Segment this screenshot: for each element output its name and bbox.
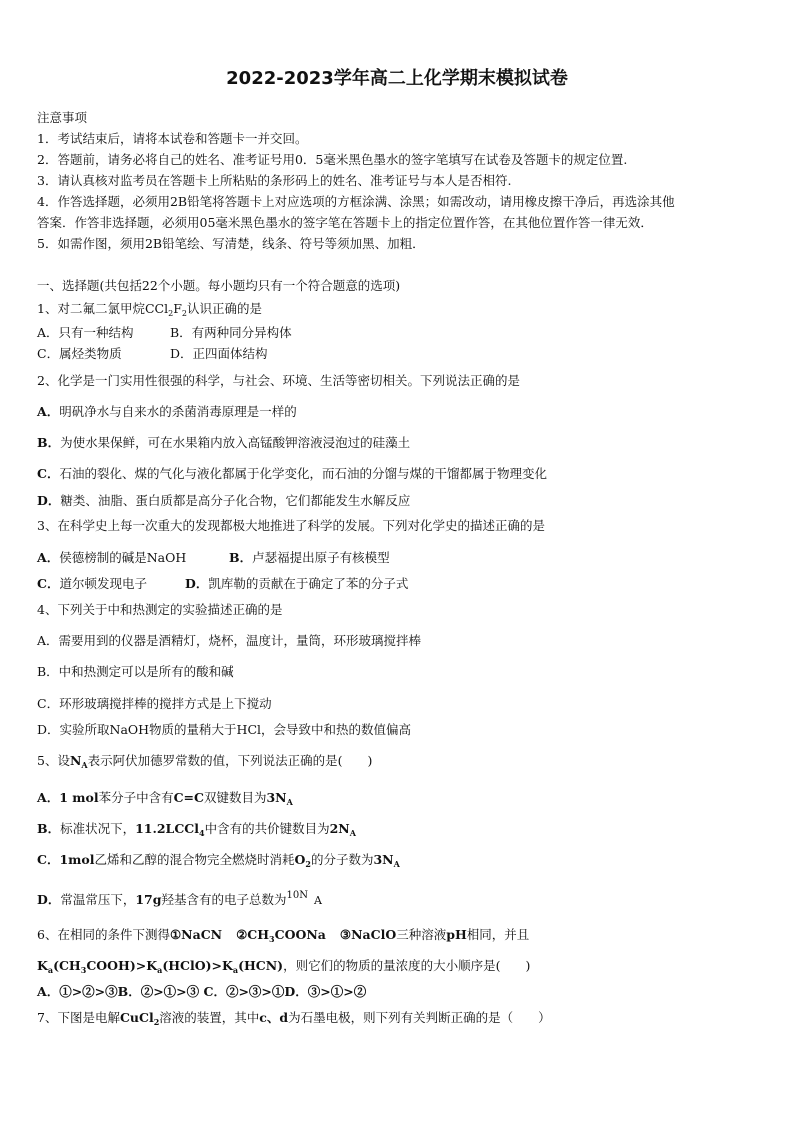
q4-option-b[interactable]: B．中和热测定可以是所有的酸和碱 — [37, 664, 234, 679]
q2-option-a[interactable]: A．明矾净水与自来水的杀菌消毒原理是一样的 — [37, 404, 297, 419]
q4-option-a[interactable]: A．需要用到的仪器是酒精灯，烧杯，温度计，量筒，环形玻璃搅拌棒 — [37, 633, 422, 648]
q5-option-a[interactable]: A．1 mol苯分子中含有C=C双键数目为$3N_A$ — [37, 790, 293, 807]
question-1-options-row2 — [37, 346, 268, 362]
question-6-stem: 6、在相同的条件下测得①NaCN $②CH_3COONa$ ③NaClO三种溶液pH相同，并且 — [37, 927, 530, 944]
question-3-options-row2 — [37, 576, 408, 592]
q6-options[interactable]: A．①>②>③B．②>①>③ C．②>③>①D．③>①>② — [37, 984, 367, 999]
notice-item-4: 4．作答选择题，必须用2B铅笔将答题卡上对应选项的方框涂满、涂黑；如需改动，请用橡皮擦干净后，再选涂其他 — [37, 194, 675, 209]
question-7-stem: 7、下图是电解CuCl$_2$溶液的装置，其中c、d为石墨电极，则下列有关判断正确的是（ ） — [37, 1010, 551, 1027]
question-2-stem: 2、化学是一门实用性很强的科学，与社会、环境、生活等密切相关。下列说法正确的是 — [37, 373, 520, 388]
question-4-stem: 4、下列关于中和热测定的实验描述正确的是 — [37, 602, 283, 617]
notice-item-5: 5．如需作图，须用2B铅笔绘、写清楚，线条、符号等须加黑、加粗． — [37, 236, 425, 251]
page-title: 2022-2023学年高二上化学期末模拟试卷 — [226, 68, 568, 89]
q5-option-b[interactable]: B．标准状况下，11.2LCCl$_4$中含有的共价键数目为$2N_A$ — [37, 821, 356, 838]
question-3-stem: 3、在科学史上每一次重大的发现都极大地推进了科学的发展。下列对化学史的描述正确的是 — [37, 518, 545, 533]
question-5-stem: 5、设$N_A$表示阿伏加德罗常数的值，下列说法正确的是( ) — [37, 753, 373, 770]
q3-option-b[interactable]: B．卢瑟福提出原子有核模型 — [229, 550, 390, 565]
q3-option-c[interactable]: C．道尔顿发现电子 — [37, 576, 147, 591]
q5-option-d[interactable]: D．常温常压下，17g羟基含有的电子总数为$^{10N}$ A — [37, 890, 322, 907]
section-heading: 一、选择题(共包括22个小题。每小题均只有一个符合题意的选项) — [37, 278, 401, 293]
question-6-ka-line: $K_a(CH_3COOH)>K_a(HClO)>K_a(HCN)$，则它们的物质的量浓度的大小顺序是( ) — [37, 958, 531, 975]
question-3-options-row1 — [37, 550, 390, 566]
q5-option-c[interactable]: C．1mol乙烯和乙醇的混合物完全燃烧时消耗$O_2$的分子数为$3N_A$ — [37, 852, 400, 869]
notice-item-1: 1．考试结束后，请将本试卷和答题卡一并交回。 — [37, 131, 308, 146]
q2-option-d[interactable]: D．糖类、油脂、蛋白质都是高分子化合物，它们都能发生水解反应 — [37, 493, 411, 508]
notice-item-3: 3．请认真核对监考员在答题卡上所粘贴的条形码上的姓名、准考证号与本人是否相符. — [37, 173, 512, 188]
q4-option-c[interactable]: C．环形玻璃搅拌棒的搅拌方式是上下搅动 — [37, 696, 272, 711]
notice-item-4-cont: 答案．作答非选择题，必须用05毫米黑色墨水的签字笔在答题卡上的指定位置作答，在其他位置作答一律无效． — [37, 215, 653, 230]
q3-option-d[interactable]: D．凯库勒的贡献在于确定了苯的分子式 — [185, 576, 409, 591]
q1-option-d[interactable]: D．正四面体结构 — [170, 346, 268, 361]
q2-option-c[interactable]: C．石油的裂化、煤的气化与液化都属于化学变化，而石油的分馏与煤的干馏都属于物理变化 — [37, 466, 547, 481]
q3-option-a[interactable]: A．侯德榜制的碱是NaOH — [37, 550, 187, 565]
q4-option-d[interactable]: D．实验所取NaOH物质的量稍大于HCl，会导致中和热的数值偏高 — [37, 722, 412, 737]
notice-heading: 注意事项 — [37, 110, 88, 125]
question-1-options-row1 — [37, 325, 292, 341]
q1-option-b[interactable]: B．有两种同分异构体 — [170, 325, 292, 340]
question-1-stem: 1、对二氟二氯甲烷$CCl_2F_2$认识正确的是 — [37, 301, 262, 318]
q1-option-a[interactable]: A．只有一种结构 — [37, 325, 134, 340]
notice-item-2: 2．答题前，请务必将自己的姓名、准考证号用0．5毫米黑色墨水的签字笔填写在试卷及答题卡的规定位置. — [37, 152, 628, 167]
q1-option-c[interactable]: C．属烃类物质 — [37, 346, 122, 361]
q2-option-b[interactable]: B．为使水果保鲜，可在水果箱内放入高锰酸钾溶液浸泡过的硅藻土 — [37, 435, 411, 450]
